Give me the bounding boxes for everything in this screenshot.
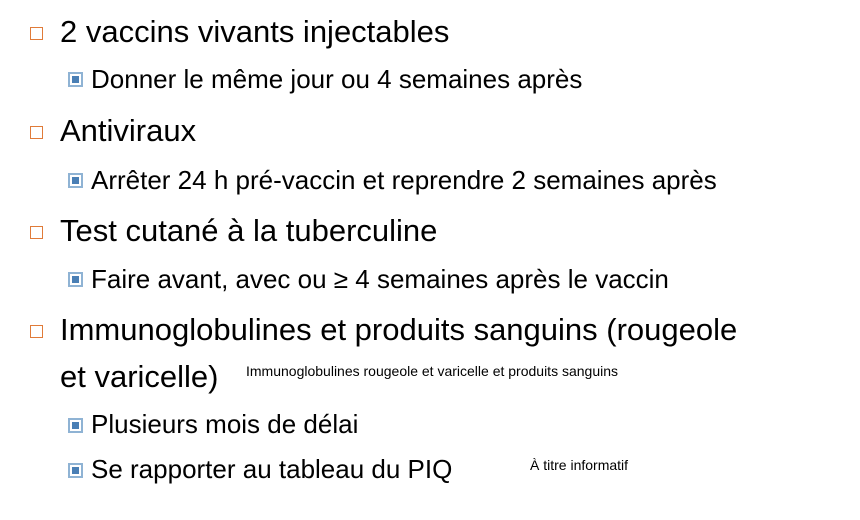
- sub-bullet-text: Arrêter 24 h pré-vaccin et reprendre 2 semaines après: [91, 165, 717, 195]
- bullet-text-line2: et varicelle): [60, 359, 219, 394]
- speaker-note-inline: À titre informatif: [530, 457, 629, 473]
- sub-bullet-square-icon: [68, 72, 83, 87]
- sub-bullet-square-icon: [68, 173, 83, 188]
- bullet-text: Antiviraux: [60, 113, 197, 148]
- sub-bullet-text: Faire avant, avec ou ≥ 4 semaines après le vaccin: [91, 264, 669, 294]
- bullet-square-icon: [30, 226, 43, 239]
- bullet-text: Test cutané à la tuberculine: [60, 213, 438, 248]
- sub-bullet-text: Se rapporter au tableau du PIQ: [91, 454, 453, 484]
- sub-bullet-square-icon: [68, 463, 83, 478]
- bullet-text-line1: Immunoglobulines et produits sanguins (rougeole: [60, 312, 738, 347]
- sub-bullet-text: Plusieurs mois de délai: [91, 409, 359, 439]
- bullet-square-icon: [30, 325, 43, 338]
- sub-bullet-text: Donner le même jour ou 4 semaines après: [91, 64, 583, 94]
- speaker-note-inline: Immunoglobulines rougeole et varicelle et produits sanguins: [246, 363, 618, 379]
- sub-bullet-square-icon: [68, 272, 83, 287]
- bullet-square-icon: [30, 27, 43, 40]
- bullet-text: 2 vaccins vivants injectables: [60, 14, 450, 49]
- bullet-square-icon: [30, 126, 43, 139]
- sub-bullet-square-icon: [68, 418, 83, 433]
